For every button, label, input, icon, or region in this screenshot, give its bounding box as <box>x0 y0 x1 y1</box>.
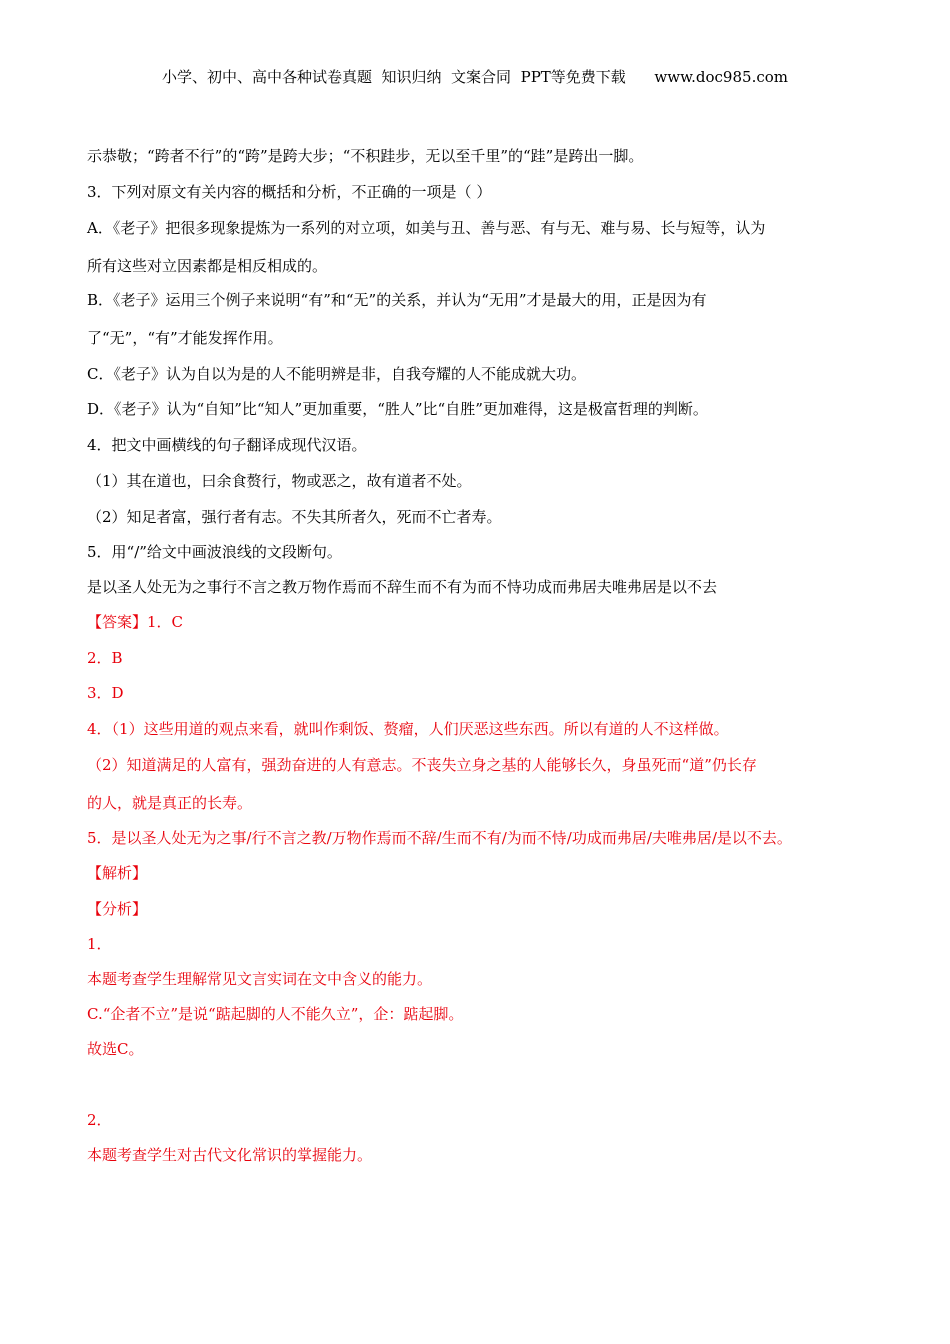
option-a-line-2: 所有这些对立因素都是相反相成的。 <box>87 257 328 275</box>
passage-continuation: 示恭敬；“跨者不行”的“跨”是跨大步；“不积跬步，无以至千里”的“跬”是跨出一脚。 <box>87 147 644 165</box>
question-4-part-1: （1）其在道也，曰余食赘行，物或恶之，故有道者不处。 <box>87 472 472 490</box>
option-d: D．《老子》认为“自知”比“知人”更加重要，“胜人”比“自胜”更加难得，这是极富哲理的判断。 <box>87 400 708 418</box>
option-a-line-1: A．《老子》把很多现象提炼为一系列的对立项，如美与丑、善与恶、有与无、难与易、长与短等，认为 <box>87 219 766 237</box>
analysis-subheading: 【分析】 <box>87 900 148 918</box>
answer-4-part-2-line-2: 的人，就是真正的长寿。 <box>87 794 253 812</box>
analysis-2-intro: 本题考查学生对古代文化常识的掌握能力。 <box>87 1146 373 1164</box>
question-4-part-2: （2）知足者富，强行者有志。不失其所者久，死而不亡者寿。 <box>87 508 502 526</box>
question-5-text: 是以圣人处无为之事行不言之教万物作焉而不辞生而不有为而不恃功成而弗居夫唯弗居是以不去 <box>87 578 718 596</box>
question-4: 4．把文中画横线的句子翻译成现代汉语。 <box>87 436 367 454</box>
question-3: 3．下列对原文有关内容的概括和分析，不正确的一项是（ ） <box>87 183 492 201</box>
answer-4-part-1: 4．（1）这些用道的观点来看，就叫作剩饭、赘瘤，人们厌恶这些东西。所以有道的人不这样做。 <box>87 720 729 738</box>
question-5: 5．用“/”给文中画波浪线的文段断句。 <box>87 543 342 561</box>
analysis-heading: 【解析】 <box>87 864 148 882</box>
analysis-1-number: 1． <box>87 935 112 953</box>
option-b-line-1: B．《老子》运用三个例子来说明“有”和“无”的关系，并认为“无用”才是最大的用，正是因为有 <box>87 291 707 309</box>
option-b-line-2: 了“无”，“有”才能发挥作用。 <box>87 329 283 347</box>
answer-2: 2．B <box>87 649 123 667</box>
answer-1: 【答案】1．C <box>87 613 184 631</box>
analysis-1-detail: C.“企者不立”是说“踮起脚的人不能久立”，企：踮起脚。 <box>87 1005 464 1023</box>
option-c: C．《老子》认为自以为是的人不能明辨是非，自我夸耀的人不能成就大功。 <box>87 365 586 383</box>
answer-5: 5．是以圣人处无为之事/行不言之教/万物作焉而不辞/生而不有/为而不恃/功成而弗居/夫唯弗居/是以不去。 <box>87 829 792 847</box>
answer-4-part-2-line-1: （2）知道满足的人富有，强劲奋进的人有意志。不丧失立身之基的人能够长久，身虽死而“道”仍长存 <box>87 756 757 774</box>
analysis-1-intro: 本题考查学生理解常见文言实词在文中含义的能力。 <box>87 970 433 988</box>
page-header: 小学、初中、高中各种试卷真题 知识归纳 文案合同 PPT等免费下载 www.doc985.com <box>161 68 788 86</box>
answer-3: 3．D <box>87 684 124 702</box>
analysis-1-conclusion: 故选C。 <box>87 1040 144 1058</box>
analysis-2-number: 2． <box>87 1111 112 1129</box>
